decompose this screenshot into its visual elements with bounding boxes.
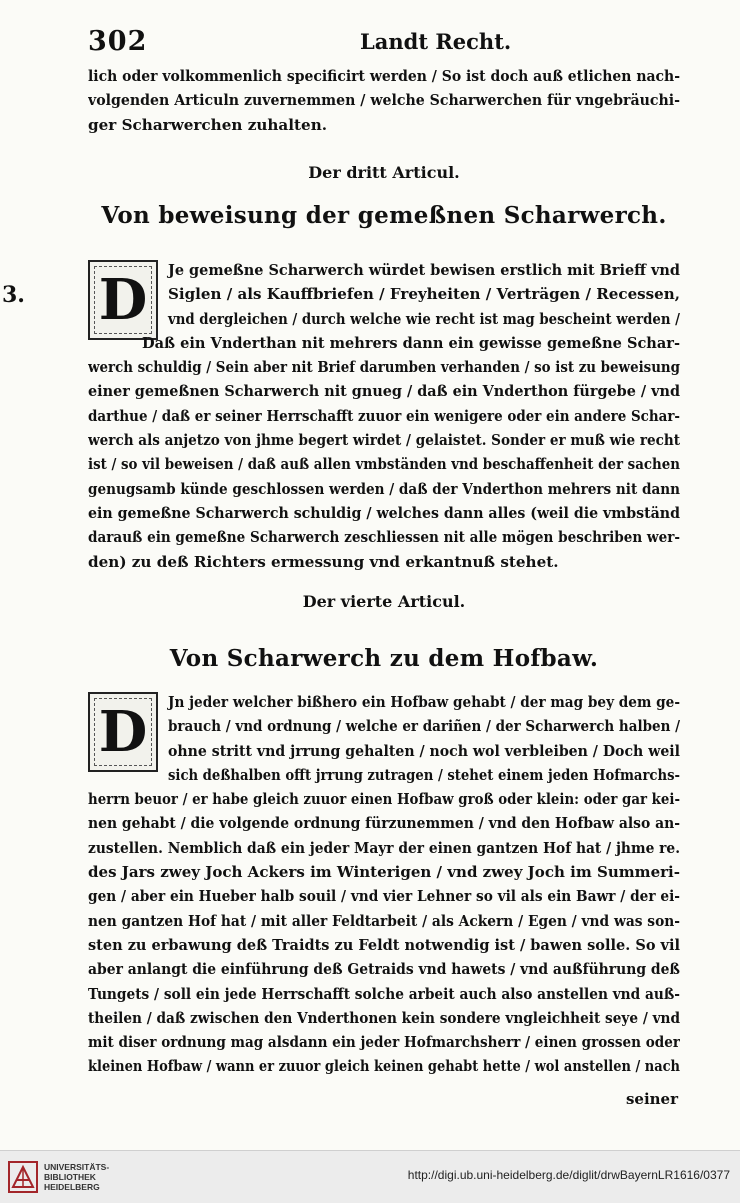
library-name[interactable] <box>44 1162 109 1192</box>
text-line: zustellen. Nemblich daß ein jeder Mayr der einen gantzen Hof hat / jhme re. <box>88 838 680 857</box>
university-library-logo-icon[interactable] <box>8 1161 38 1193</box>
text-line: ohne stritt vnd jrrung gehalten / noch wol verbleiben / Doch weil <box>168 741 680 760</box>
paragraph-article-4 <box>88 690 680 1079</box>
text-line: volgenden Articuln zuvernemmen / welche Scharwerchen für vngebräuchi- <box>88 91 680 110</box>
text-line: sten zu erbawung deß Traidts zu Feldt notwendig ist / bawen solle. So vil <box>88 935 680 954</box>
text-line: Jn jeder welcher bißhero ein Hofbaw gehabt / der mag bey dem ge- <box>168 693 680 711</box>
text-line: theilen / daß zwischen den Vnderthonen kein sondere vngleichheit seye / vnd <box>88 1008 680 1027</box>
text-line: gen / aber ein Hueber halb souil / vnd vier Lehner so vil als ein Bawr / der ei- <box>88 887 680 906</box>
text-line: Siglen / als Kauffbriefen / Freyheiten / Verträgen / Recessen, <box>168 285 680 304</box>
text-line: nen gehabt / die volgende ordnung fürzunemmen / vnd den Hofbaw also an- <box>88 814 680 833</box>
text-line: Daß ein Vnderthan nit mehrers dann ein gewisse gemeßne Schar- <box>142 333 680 352</box>
article-4-label: Der vierte Articul. <box>302 592 466 611</box>
permalink-url[interactable]: http://digi.ub.uni-heidelberg.de/diglit/drwBayernLR1616/0377 <box>407 1168 730 1182</box>
text-line: kleinen Hofbaw / wann er zuuor gleich keinen gehabt hette / wol anstellen / nach <box>88 1057 680 1076</box>
text-line: mit diser ordnung mag alsdann ein jeder Hofmarchsherr / einen grossen oder <box>88 1033 680 1052</box>
text-line: vnd dergleichen / durch welche wie recht ist mag bescheint werden / <box>168 309 680 328</box>
catchword: seiner <box>625 1090 678 1108</box>
margin-bleed-mark: 3. <box>2 282 25 308</box>
text-line: des Jars zwey Joch Ackers im Winterigen / vnd zwey Joch im Summeri- <box>88 863 680 882</box>
paragraph-article-3 <box>88 258 680 574</box>
text-line: ger Scharwerchen zuhalten. <box>88 115 328 134</box>
text-line: einer gemeßnen Scharwerch nit gnueg / daß ein Vnderthon fürgebe / vnd <box>88 382 680 401</box>
initial-letter: D <box>98 699 148 765</box>
text-line: den) zu deß Richters ermessung vnd erkantnuß stehet. <box>88 552 559 571</box>
running-title: Landt Recht. <box>360 29 512 54</box>
text-line: Je gemeßne Scharwerch würdet bewisen erstlich mit Brieff vnd <box>168 261 680 279</box>
text-line: ein gemeßne Scharwerch schuldig / welches dann alles (weil die vmbständ <box>88 503 680 522</box>
initial-letter: D <box>98 267 148 333</box>
page-number: 302 <box>88 26 148 57</box>
text-line: darthue / daß er seiner Herrschafft zuuor ein wenigere oder ein andere Schar- <box>88 406 680 425</box>
text-line: nen gantzen Hof hat / mit aller Feldtarbeit / als Ackern / Egen / vnd was son- <box>88 911 680 930</box>
page-header <box>88 26 648 60</box>
text-line: herrn beuor / er habe gleich zuuor einen Hofbaw groß oder klein: oder gar kei- <box>88 790 680 809</box>
article-4-title: Von Scharwerch zu dem Hofbaw. <box>169 645 599 672</box>
text-line: sich deßhalben offt jrrung zutragen / stehet einem jeden Hofmarchs- <box>168 765 680 784</box>
article-3-label: Der dritt Articul. <box>308 163 460 182</box>
library-name-line: UNIVERSITÄTS- <box>44 1162 110 1172</box>
text-line: lich oder volkommenlich specificirt werden / So ist doch auß etlichen nach- <box>88 67 680 85</box>
text-line: werch schuldig / Sein aber nit Brief darumben verhanden / so ist zu beweisung <box>88 358 680 377</box>
text-line: brauch / vnd ordnung / welche er dariñen / der Scharwerch halben / <box>168 717 680 736</box>
text-line: werch als anjetzo von jhme begert wirdet / gelaistet. Sonder er muß wie recht <box>88 431 680 450</box>
library-name-line: BIBLIOTHEK <box>44 1172 96 1182</box>
library-name-line: HEIDELBERG <box>44 1182 100 1192</box>
text-line: darauß ein gemeßne Scharwerch zeschliessen nit alle mögen beschriben wer- <box>88 528 680 547</box>
text-line: ist / so vil beweisen / daß auß allen vmbständen vnd beschaffenheit der sachen <box>88 455 680 474</box>
text-line: genugsamb künde geschlossen werden / daß der Vnderthon mehrers nit dann <box>88 479 680 498</box>
text-line: aber anlangt die einführung deß Getraids vnd hawets / vnd außführung deß <box>88 960 680 979</box>
viewer-footer <box>0 1150 740 1203</box>
text-line: Tungets / soll ein jede Herrschafft solche arbeit auch also anstellen vnd auß- <box>88 984 680 1003</box>
paragraph-continuation <box>88 64 680 137</box>
article-3-title: Von beweisung der gemeßnen Scharwerch. <box>101 202 667 229</box>
